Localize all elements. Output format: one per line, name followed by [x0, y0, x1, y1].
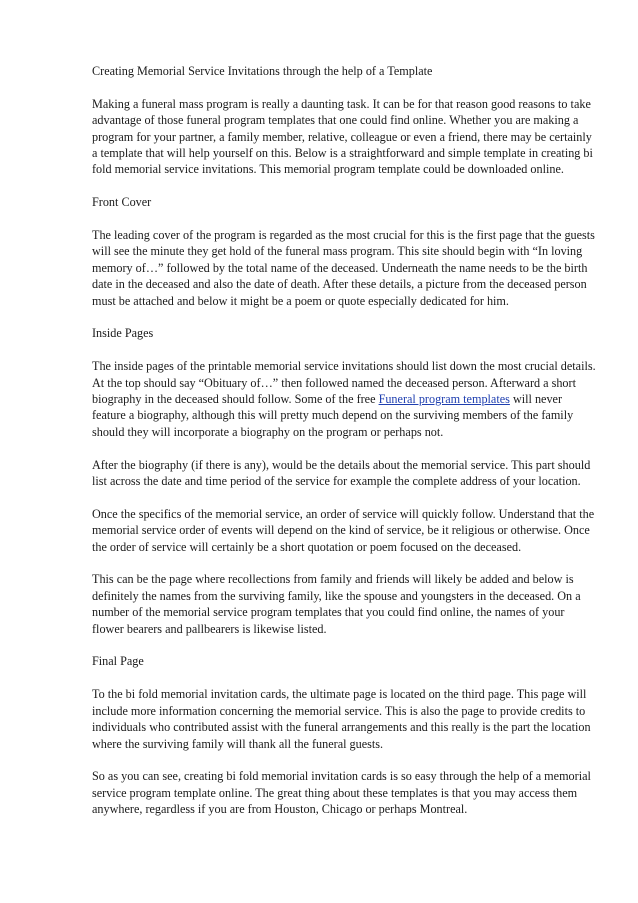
- section-heading-final-page: Final Page: [92, 654, 144, 669]
- inside-pages-text-before-link: The inside pages of the printable memorial service invitations should list down the most crucial details. At the top should say “Obituary of…” then followed named the deceased person. Afterward a short biography in the deceased should follow. Some of the free: [92, 359, 596, 407]
- final-page-paragraph-2: So as you can see, creating bi fold memorial invitation cards is so easy through the help of a memorial service program template online. The great thing about these templates is that you may access them anywhere, regardless if you are from Houston, Chicago or perhaps Montreal.: [92, 769, 591, 817]
- inside-pages-paragraph-4: This can be the page where recollections from family and friends will likely be added and below is definitely the names from the surviving family, like the spouse and youngsters in the deceased. On a number of the memorial service program templates that you could find online, the names of your flower bearers and pallbearers is likewise listed.: [92, 572, 581, 636]
- document-title: Creating Memorial Service Invitations through the help of a Template: [92, 64, 433, 78]
- section-heading-inside-pages: Inside Pages: [92, 326, 154, 341]
- document-body: [92, 63, 598, 834]
- inside-pages-text-after-link: will never feature a biography, although this will pretty much depend on the surviving members of the family should they will incorporate a biography on the program or perhaps not.: [92, 392, 574, 439]
- front-cover-paragraph: The leading cover of the program is regarded as the most crucial for this is the first page that the guests will see the minute they get hold of the funeral mass program. This site should begin with “In loving memory of…” followed by the total name of the deceased. Underneath the name needs to be the birth date in the deceased and also the date of death. After these details, a picture from the deceased person must be attached and below it might be a poem or quote especially dedicated for him.: [92, 228, 595, 308]
- section-heading-front-cover: Front Cover: [92, 195, 152, 210]
- intro-paragraph: Making a funeral mass program is really a daunting task. It can be for that reason good reasons to take advantage of those funeral program templates that one could find online. Whether you are making a program for your partner, a family member, relative, colleague or even a friend, there may be certainly a template that will help yourself on this. Below is a straightforward and simple template in creating bi fold memorial service invitations. This memorial program template could be downloaded online.: [92, 96, 593, 177]
- funeral-program-templates-link[interactable]: Funeral program templates: [378, 392, 510, 407]
- inside-pages-paragraph-2: After the biography (if there is any), would be the details about the memorial service. This part should list across the date and time period of the service for example the complete address of your location.: [92, 457, 591, 489]
- final-page-paragraph-1: To the bi fold memorial invitation cards, the ultimate page is located on the third page. This page will include more information concerning the memorial service. This is also the page to provide credits to individuals who contributed assist with the funeral arrangements and this really is the part the location where the surviving family will thank all the funeral guests.: [92, 687, 591, 751]
- inside-pages-paragraph-1: [92, 358, 598, 440]
- inside-pages-paragraph-3: Once the specifics of the memorial service, an order of service will quickly follow. Understand that the memorial service order of events will depend on the kind of service, be it religious or otherwise. Once the order of service will certainly be a short quotation or poem focused on the deceased.: [92, 506, 595, 554]
